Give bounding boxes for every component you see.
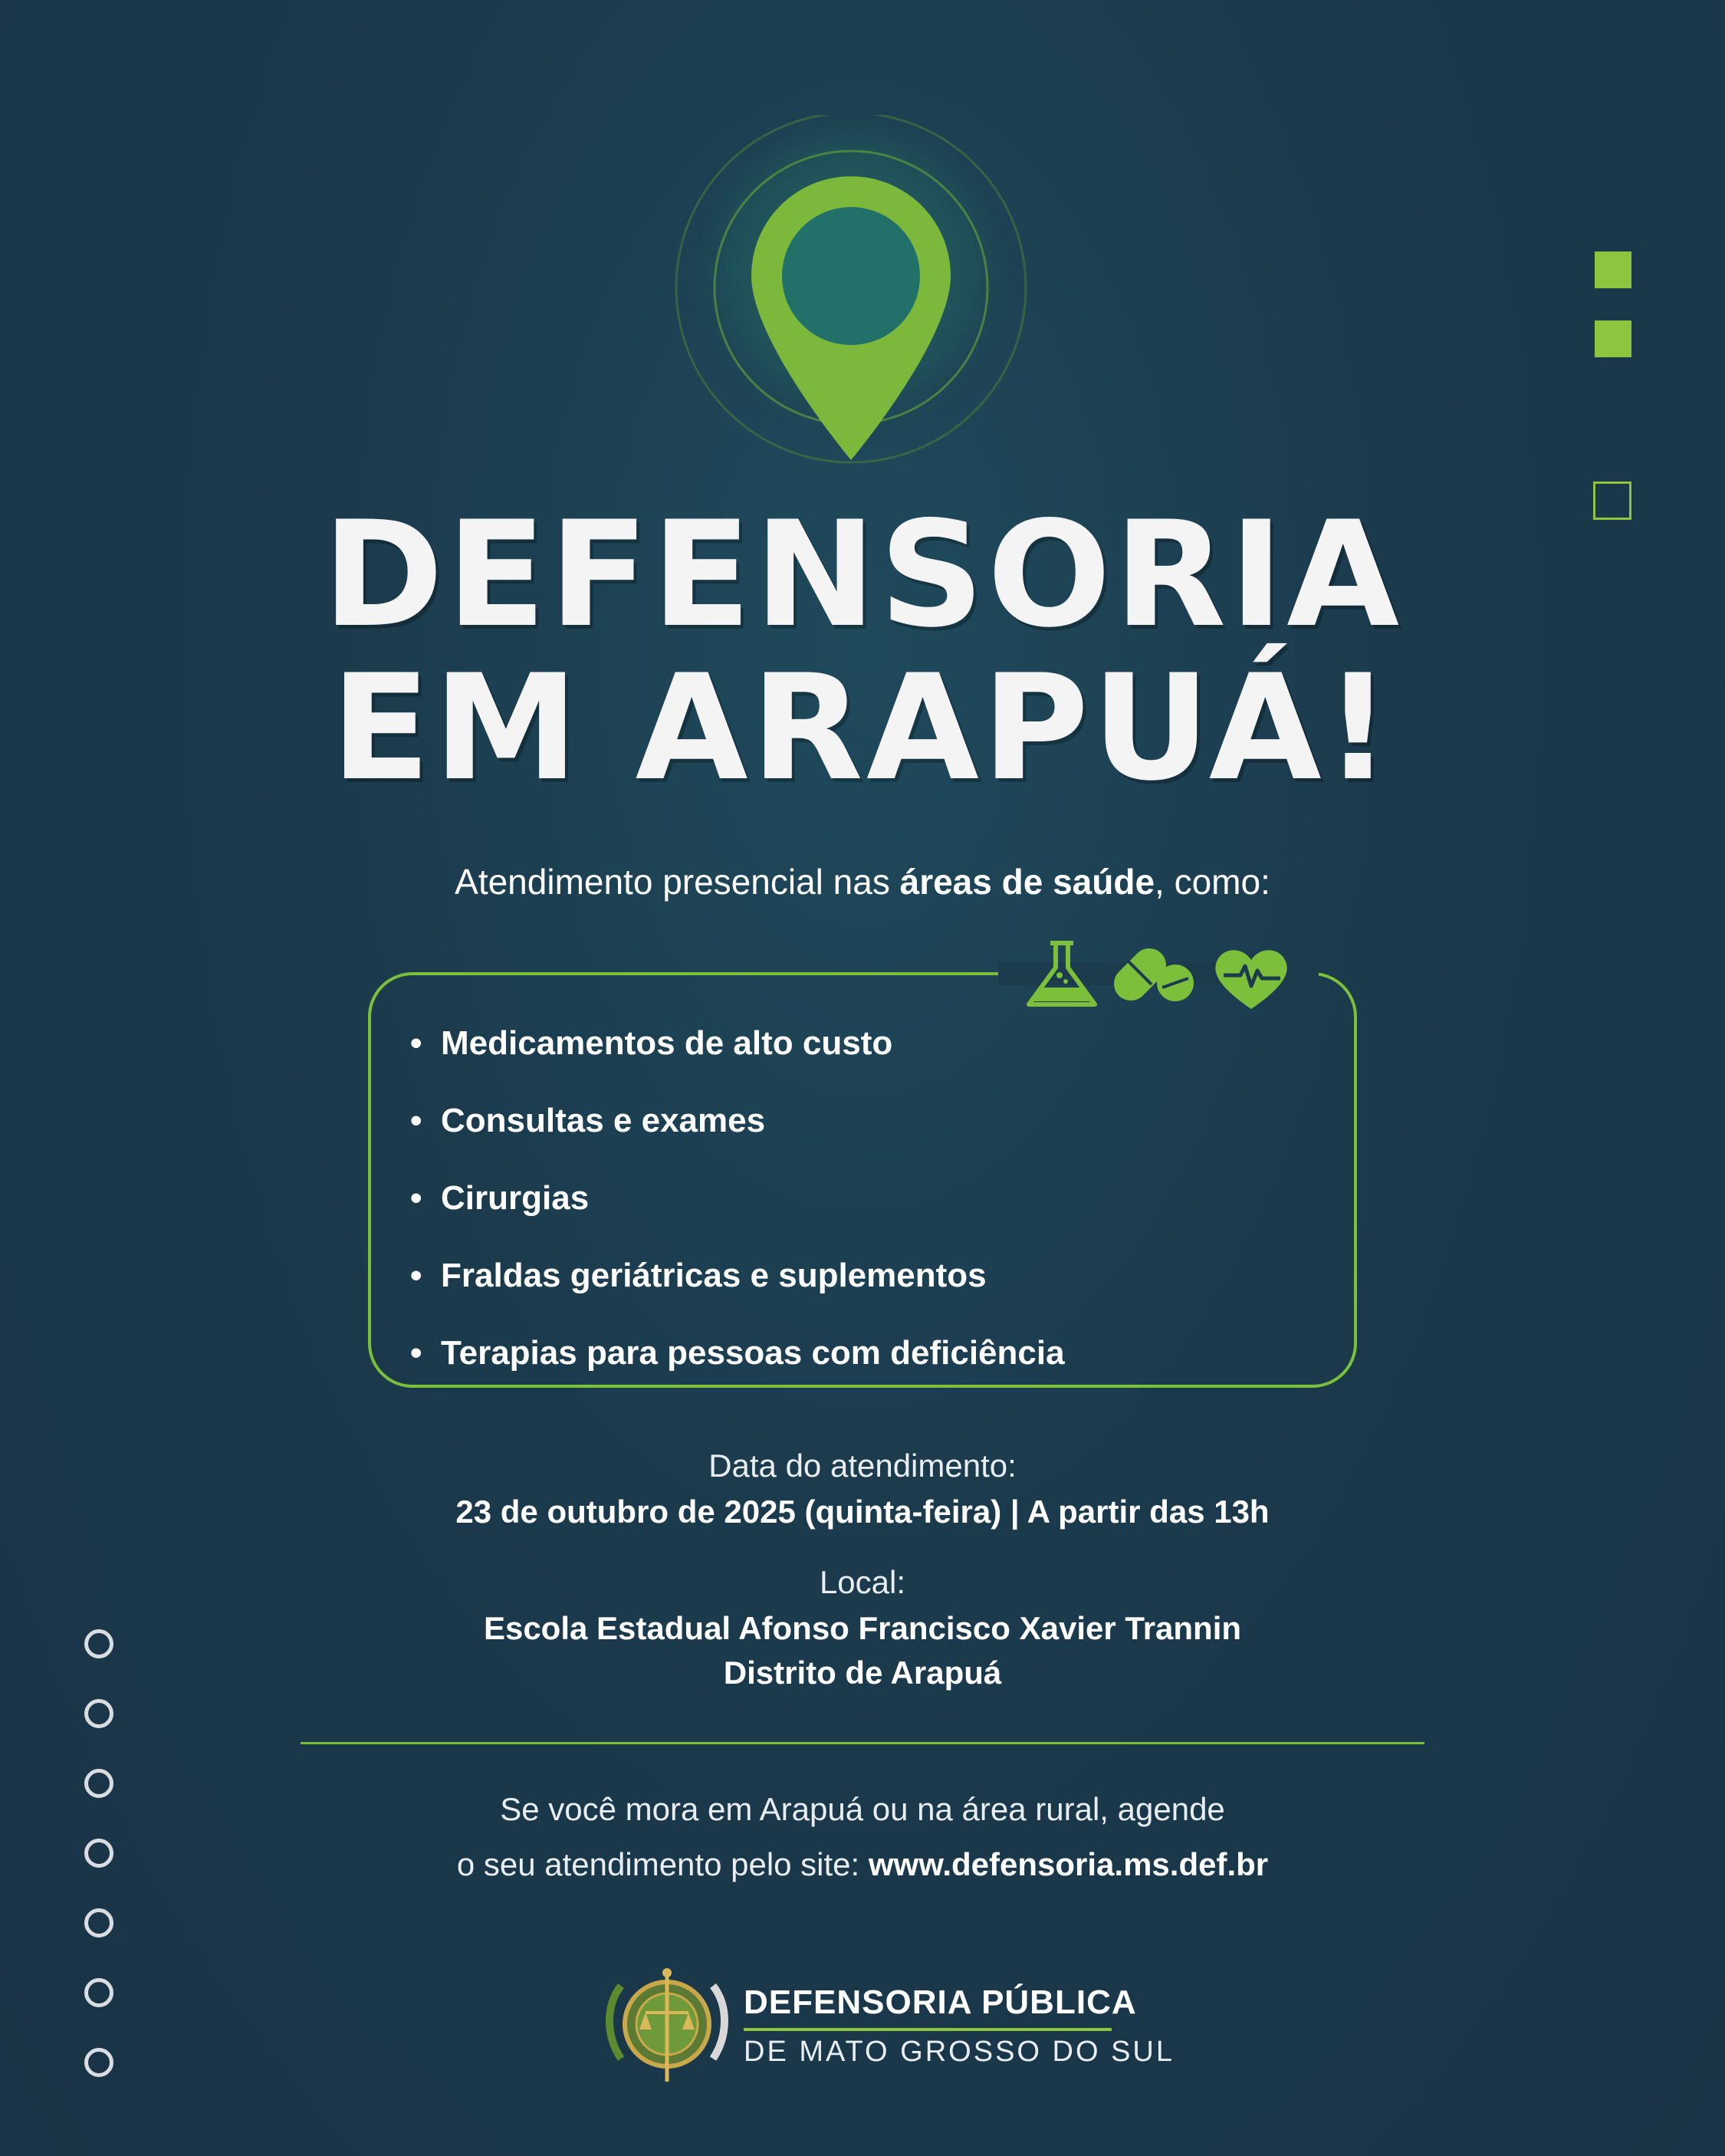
logo-underline [744, 2028, 1112, 2031]
list-item [410, 1237, 1065, 1314]
location-pin-icon [671, 115, 1031, 475]
note-line-2-prefix: o seu atendimento pelo site: [456, 1846, 869, 1882]
website-link[interactable]: www.defensoria.ms.def.br [868, 1846, 1269, 1882]
service-label: Terapias para pessoas com deficiência [441, 1334, 1065, 1372]
bullet: • [410, 1024, 422, 1062]
heart-pulse-icon [1215, 950, 1286, 1009]
headline-line-1: DEFENSORIA [322, 490, 1403, 659]
service-label: Consultas e exames [441, 1102, 766, 1139]
place-label: Local: [819, 1564, 906, 1600]
place-line-1: Escola Estadual Afonso Francisco Xavier Trannin [483, 1610, 1242, 1646]
note-line-1: Se você mora em Arapuá ou na área rural, agende [500, 1791, 1225, 1827]
service-label: Fraldas geriátricas e suplementos [441, 1257, 987, 1294]
intro-prefix: Atendimento presencial nas [455, 862, 900, 902]
headline-line-2: EM ARAPUÁ! [330, 643, 1395, 813]
divider [301, 1742, 1424, 1744]
note-line-2 [0, 1846, 1725, 1883]
intro-suffix: , como: [1155, 862, 1270, 902]
deco-circle [84, 2048, 113, 2077]
logo-title: DEFENSORIA PÚBLICA [744, 1983, 1137, 2021]
intro-bold: áreas de saúde [899, 862, 1155, 902]
service-label: Medicamentos de alto custo [441, 1024, 893, 1062]
service-label: Cirurgias [441, 1179, 590, 1217]
list-item [410, 1159, 1065, 1237]
intro-text [0, 859, 1725, 905]
place-line-2: Distrito de Arapuá [723, 1655, 1002, 1691]
bullet: • [410, 1334, 422, 1372]
coat-of-arms-icon [598, 1959, 736, 2089]
deco-circle [84, 1699, 113, 1728]
date-value: 23 de outubro de 2025 (quinta-feira) | A partir das 13h [455, 1494, 1270, 1530]
bullet: • [410, 1179, 422, 1217]
deco-circle [84, 1978, 113, 2007]
list-item [410, 1082, 1065, 1159]
flask-icon [1029, 943, 1095, 1004]
services-list [410, 1004, 1065, 1392]
date-label: Data do atendimento: [708, 1448, 1017, 1484]
bullet: • [410, 1102, 422, 1139]
deco-circle [84, 1908, 113, 1937]
deco-square [1595, 251, 1631, 288]
defensoria-logo [598, 1959, 1175, 2089]
pills-icon [1107, 942, 1194, 1007]
list-item [410, 1004, 1065, 1082]
logo-subtitle: DE MATO GROSSO DO SUL [744, 2036, 1175, 2068]
list-item [410, 1314, 1065, 1392]
health-icons [1020, 937, 1296, 1014]
bullet: • [410, 1257, 422, 1294]
deco-square [1595, 320, 1631, 357]
